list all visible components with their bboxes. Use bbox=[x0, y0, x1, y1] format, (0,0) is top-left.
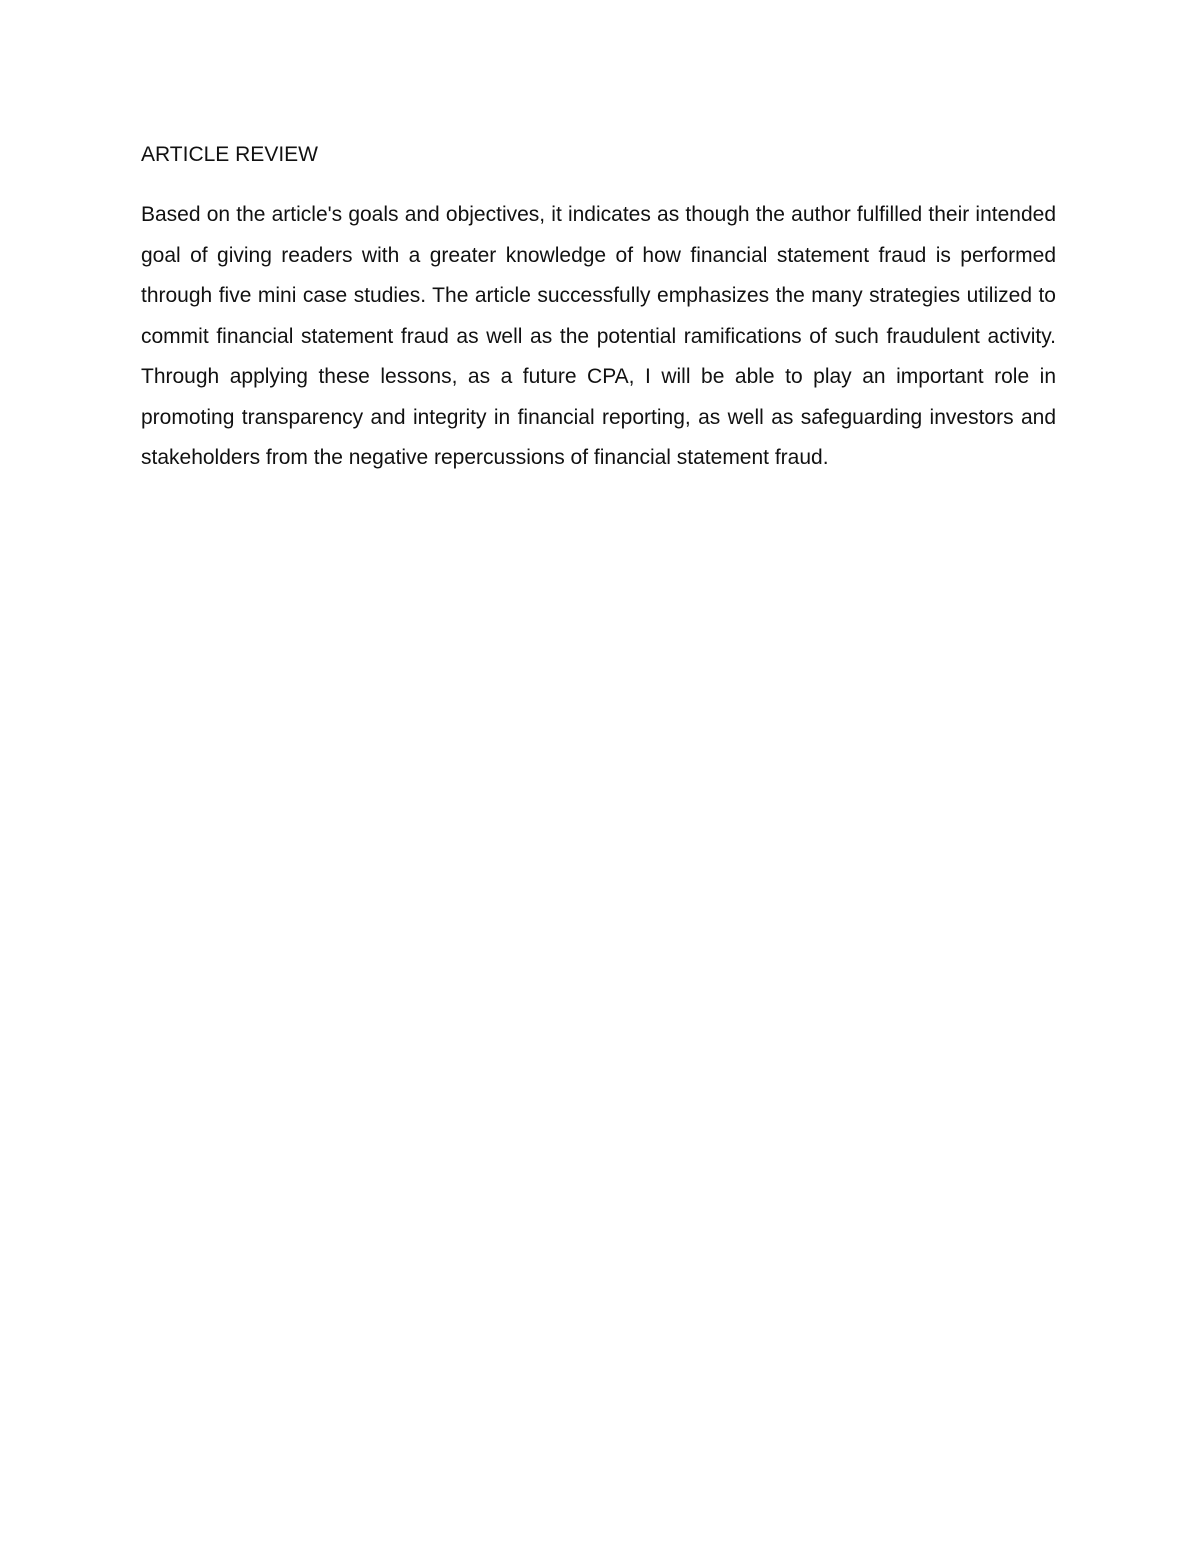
body-paragraph: Based on the article's goals and objectives, it indicates as though the author fulfilled their intended goal of giving readers with a greater knowledge of how financial statement fraud is performed through five mini case studies. The article successfully emphasizes the many strategies utilized to commit financial statement fraud as well as the potential ramifications of such fraudulent activity. Through applying these lessons, as a future CPA, I will be able to play an important role in promoting transparency and integrity in financial reporting, as well as safeguarding investors and stakeholders from the negative repercussions of financial statement fraud. bbox=[141, 203, 1056, 469]
document-content bbox=[141, 140, 1056, 479]
document-title: ARTICLE REVIEW bbox=[141, 143, 318, 166]
